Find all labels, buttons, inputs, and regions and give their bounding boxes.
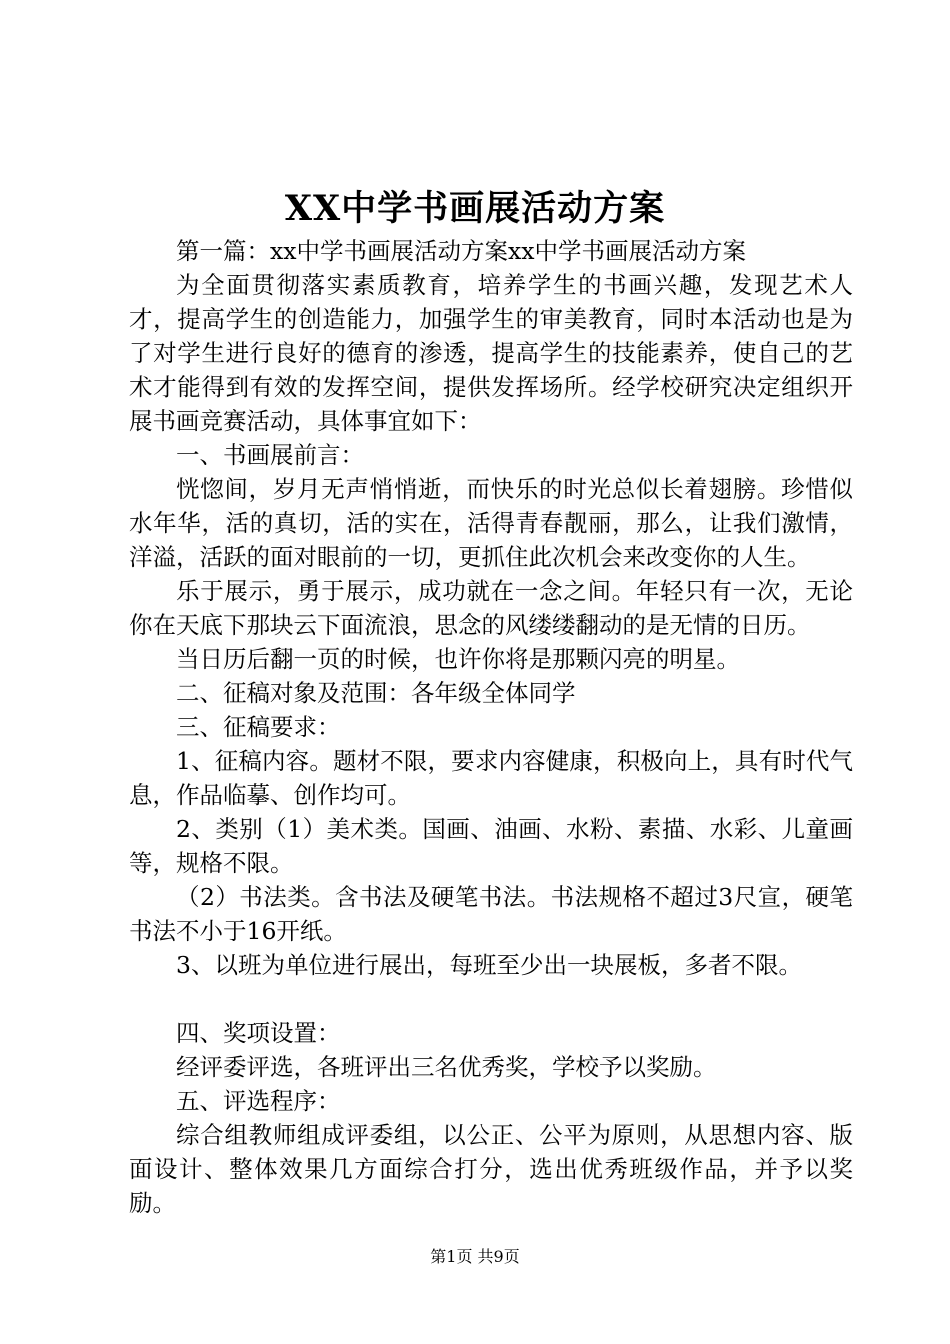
document-body	[129, 234, 853, 1220]
document-title: XX中学书画展活动方案	[284, 188, 666, 229]
paragraph: （2）书法类。含书法及硬笔书法。书法规格不超过3尺宣，硬笔书法不小于16开纸。	[129, 883, 853, 945]
paragraph: 乐于展示，勇于展示，成功就在一念之间。年轻只有一次，无论你在天底下那块云下面流浪，思念的风缕缕翻动的是无情的日历。	[129, 577, 853, 639]
paragraph: 1、征稿内容。题材不限，要求内容健康，积极向上，具有时代气息，作品临摹、创作均可。	[129, 747, 853, 809]
paragraph: 一、书画展前言：	[176, 441, 364, 469]
paragraph: 为全面贯彻落实素质教育，培养学生的书画兴趣，发现艺术人才，提高学生的创造能力，加强学生的审美教育，同时本活动也是为了对学生进行良好的德育的渗透，提高学生的技能素养，使自己的艺术才能得到有效的发挥空间，提供发挥场所。经学校研究决定组织开展书画竞赛活动，具体事宜如下：	[129, 271, 853, 435]
paragraph: 3、以班为单位进行展出，每班至少出一块展板，多者不限。	[176, 951, 802, 979]
paragraph: 五、评选程序：	[176, 1087, 341, 1115]
paragraph: 2、类别（1）美术类。国画、油画、水粉、素描、水彩、儿童画等，规格不限。	[129, 815, 853, 877]
blank-line	[129, 982, 853, 1016]
page-footer: 第1页 共9页	[430, 1247, 520, 1266]
paragraph: 综合组教师组成评委组，以公正、公平为原则，从思想内容、版面设计、整体效果几方面综合打分，选出优秀班级作品，并予以奖励。	[129, 1121, 853, 1217]
paragraph: 当日历后翻一页的时候，也许你将是那颗闪亮的明星。	[176, 645, 740, 673]
paragraph: 三、征稿要求：	[176, 713, 341, 741]
paragraph: 经评委评选，各班评出三名优秀奖，学校予以奖励。	[176, 1053, 717, 1081]
paragraph: 二、征稿对象及范围：各年级全体同学	[176, 679, 576, 707]
paragraph: 四、奖项设置：	[176, 1019, 341, 1047]
paragraph: 恍惚间，岁月无声悄悄逝，而快乐的时光总似长着翅膀。珍惜似水年华，活的真切，活的实在，活得青春靓丽，那么，让我们激情，洋溢，活跃的面对眼前的一切，更抓住此次机会来改变你的人生。	[129, 475, 853, 571]
paragraph: 第一篇：xx中学书画展活动方案xx中学书画展活动方案	[176, 237, 747, 265]
